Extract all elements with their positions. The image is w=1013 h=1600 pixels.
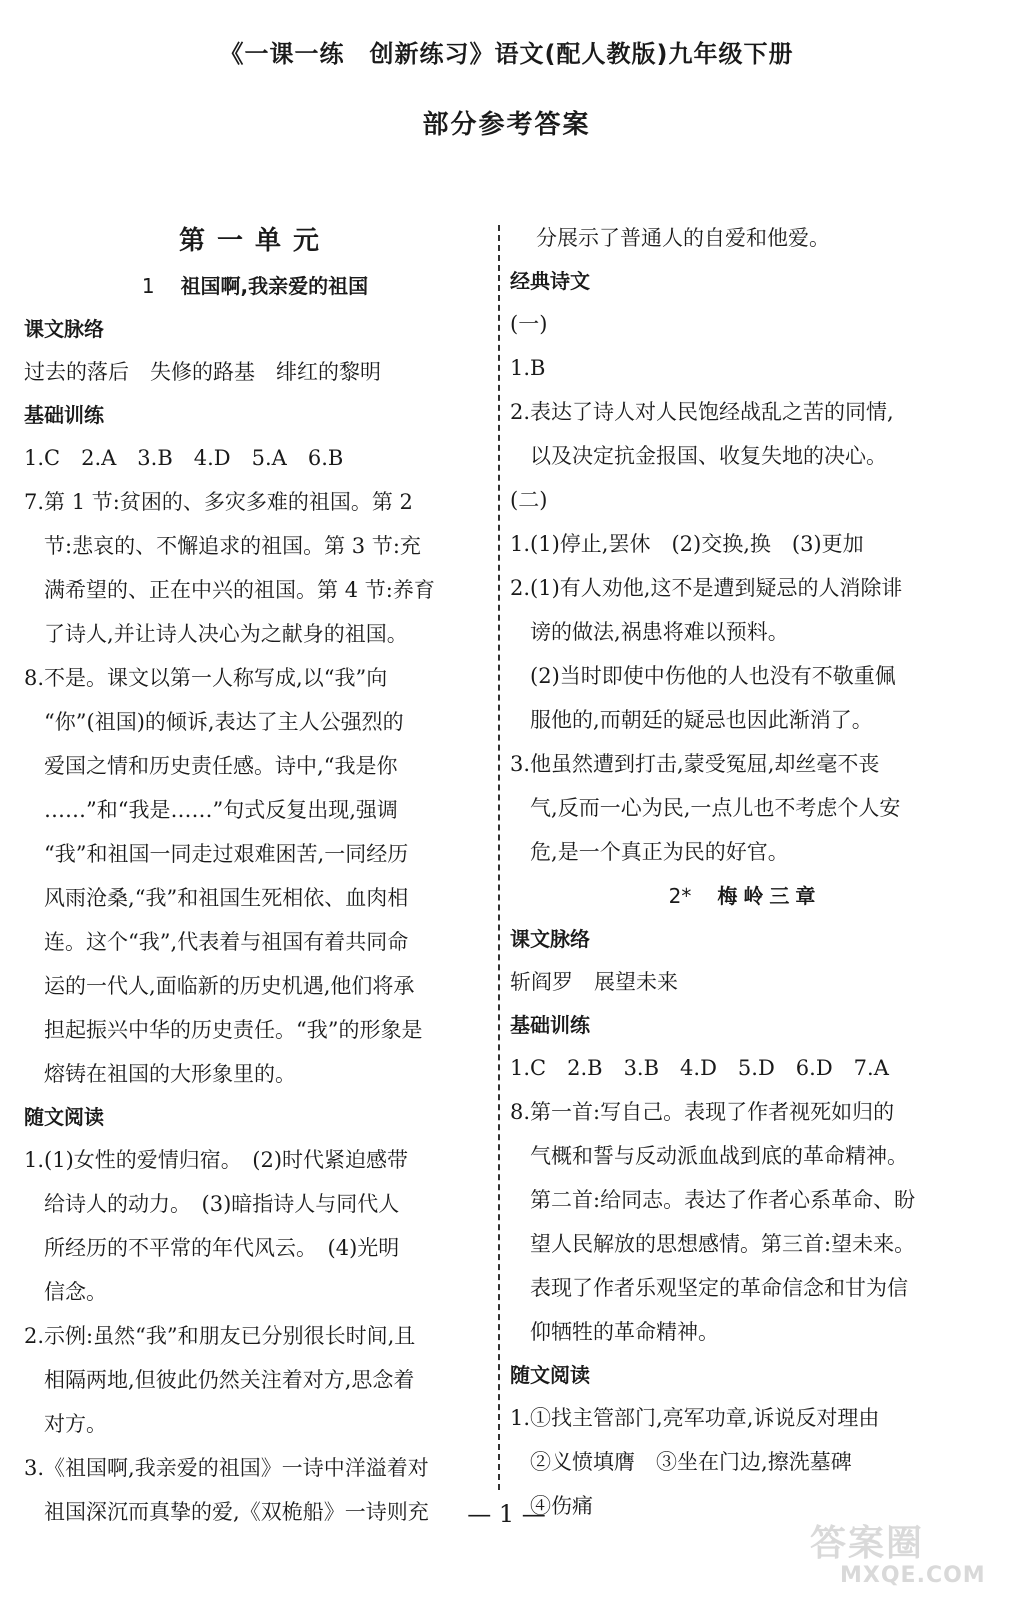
prose-question-3 xyxy=(510,742,980,874)
answer-line: 斩阎罗 展望未来 xyxy=(510,970,678,994)
lesson-number: 1 xyxy=(141,274,155,298)
part-label: (二) xyxy=(510,488,548,512)
part-label: (一) xyxy=(510,312,548,336)
answer-line: 了诗人,并让诗人决心为之献身的祖国。 xyxy=(44,622,408,646)
answer-line: 第 1 节:贫困的、多灾多难的祖国。第 2 xyxy=(44,490,413,514)
answer-line: (2)当时即使中伤他的人也没有不敬重佩 xyxy=(530,664,896,688)
answer-line: 祖国深沉而真挚的爱,《双桅船》一诗则充 xyxy=(44,1500,429,1524)
answer-line: 1.C 2.B 3.B 4.D 5.D 6.D 7.A xyxy=(510,1056,889,1080)
answer-line: 相隔两地,但彼此仍然关注着对方,思念着 xyxy=(44,1368,415,1392)
answer-line: 《祖国啊,我亲爱的祖国》一诗中洋溢着对 xyxy=(44,1456,429,1480)
answer-line: 第二首:给同志。表达了作者心系革命、盼 xyxy=(530,1188,916,1212)
answer-line: (1)有人劝他,这不是遭到疑忌的人消除诽 xyxy=(530,576,903,600)
answer-line: 给诗人的动力。 (3)暗指诗人与同代人 xyxy=(44,1192,400,1216)
poem-question-2 xyxy=(510,390,980,478)
question-number: 1. xyxy=(24,1148,45,1172)
reading-question-2 xyxy=(24,1314,486,1446)
question-number: 1. xyxy=(510,1406,531,1430)
answer-line: 望人民解放的思想感情。第三首:望未来。 xyxy=(530,1232,916,1256)
answer-line: 信念。 xyxy=(44,1280,108,1304)
watermark-logo xyxy=(800,1515,990,1590)
answer-line: ②义愤填膺 ③坐在门边,擦洗墓碑 xyxy=(530,1450,852,1474)
answer-line: 他虽然遭到打击,蒙受冤屈,却丝毫不丧 xyxy=(530,752,880,776)
answer-line: ①找主管部门,亮军功章,诉说反对理由 xyxy=(530,1406,880,1430)
question-number: 3. xyxy=(510,752,531,776)
question-7 xyxy=(24,480,486,656)
question-number: 7. xyxy=(24,490,45,514)
section-label: 经典诗文 xyxy=(510,269,590,293)
lesson-name: 梅岭三章 xyxy=(717,884,822,908)
answer-line: 1.(1)停止,罢休 (2)交换,换 (3)更加 xyxy=(510,532,864,556)
watermark-text: 答案圈 xyxy=(810,1523,925,1564)
answer-line: 示例:虽然“我”和朋友已分别很长时间,且 xyxy=(44,1324,416,1348)
question-number: 8. xyxy=(24,666,45,690)
answer-line: 对方。 xyxy=(44,1412,108,1436)
answer-line: 1.B xyxy=(510,356,546,380)
answer-line: 担起振兴中华的历史责任。“我”的形象是 xyxy=(44,1018,423,1042)
answer-line: ……”和“我是……”句式反复出现,强调 xyxy=(44,798,398,822)
section-heading: 部分参考答案 xyxy=(422,110,591,140)
answer-line: 第一首:写自己。表现了作者视死如归的 xyxy=(530,1100,895,1124)
answer-line: 所经历的不平常的年代风云。 (4)光明 xyxy=(44,1236,400,1260)
answer-line: 节:悲哀的、不懈追求的祖国。第 3 节:充 xyxy=(44,534,421,558)
section-label: 基础训练 xyxy=(510,1013,590,1037)
watermark-url: MXQE.COM xyxy=(840,1563,986,1588)
answer-line: 表现了作者乐观坚定的革命信念和甘为信 xyxy=(530,1276,909,1300)
right-column xyxy=(510,216,980,1528)
section-label: 随文阅读 xyxy=(24,1105,104,1129)
answer-line: 爱国之情和历史责任感。诗中,“我是你 xyxy=(44,754,398,778)
unit-title: 第一单元 xyxy=(178,226,331,256)
prose-question-2 xyxy=(510,566,980,742)
answer-line: 服他的,而朝廷的疑忌也因此渐消了。 xyxy=(530,708,873,732)
question-number: 8. xyxy=(510,1100,531,1124)
answer-line: 危,是一个真正为民的好官。 xyxy=(530,840,789,864)
section-label: 课文脉络 xyxy=(510,927,590,951)
question-8 xyxy=(510,1090,980,1354)
question-number: 2. xyxy=(24,1324,45,1348)
reading-question-1 xyxy=(24,1138,486,1314)
answer-line: ④伤痛 xyxy=(530,1494,594,1518)
answer-line: 气,反而一心为民,一点儿也不考虑个人安 xyxy=(530,796,901,820)
question-number: 2. xyxy=(510,576,531,600)
lesson-name: 祖国啊,我亲爱的祖国 xyxy=(180,274,369,298)
answer-line: 风雨沧桑,“我”和祖国生死相依、血肉相 xyxy=(44,886,409,910)
answer-line: 气概和誓与反动派血战到底的革命精神。 xyxy=(530,1144,909,1168)
book-title: 《一课一练 创新练习》语文(配人教版)九年级下册 xyxy=(219,40,794,68)
answer-line: “你”(祖国)的倾诉,表达了主人公强烈的 xyxy=(44,710,404,734)
answer-line: 不是。课文以第一人称写成,以“我”向 xyxy=(44,666,388,690)
answer-line: 分展示了普通人的自爱和他爱。 xyxy=(536,226,830,250)
answer-line: 以及决定抗金报国、收复失地的决心。 xyxy=(530,444,888,468)
answer-line: 过去的落后 失修的路基 绯红的黎明 xyxy=(24,360,381,384)
answer-line: (1)女性的爱情归宿。 (2)时代紧迫感带 xyxy=(44,1148,409,1172)
section-label: 课文脉络 xyxy=(24,317,104,341)
answer-line: 表达了诗人对人民饱经战乱之苦的同情, xyxy=(530,400,894,424)
answer-line: 运的一代人,面临新的历史机遇,他们将承 xyxy=(44,974,415,998)
answer-line: 熔铸在祖国的大形象里的。 xyxy=(44,1062,297,1086)
question-number: 2. xyxy=(510,400,531,424)
answer-line: 仰牺牲的革命精神。 xyxy=(530,1320,720,1344)
page-number: — 1 — xyxy=(467,1500,546,1528)
lesson-number: 2* xyxy=(668,884,692,908)
answer-line: 1.C 2.A 3.B 4.D 5.A 6.B xyxy=(24,446,344,470)
lesson-title xyxy=(24,264,486,308)
answer-line: “我”和祖国一同走过艰难困苦,一同经历 xyxy=(44,842,409,866)
column-divider xyxy=(498,225,500,1490)
section-label: 随文阅读 xyxy=(510,1363,590,1387)
question-8 xyxy=(24,656,486,1096)
answer-line: 谤的做法,祸患将难以预料。 xyxy=(530,620,789,644)
answer-line: 连。这个“我”,代表着与祖国有着共同命 xyxy=(44,930,409,954)
section-label: 基础训练 xyxy=(24,403,104,427)
question-number: 3. xyxy=(24,1456,45,1480)
answer-line: 满希望的、正在中兴的祖国。第 4 节:养育 xyxy=(44,578,435,602)
left-column xyxy=(24,218,486,1534)
lesson-title xyxy=(510,874,980,918)
